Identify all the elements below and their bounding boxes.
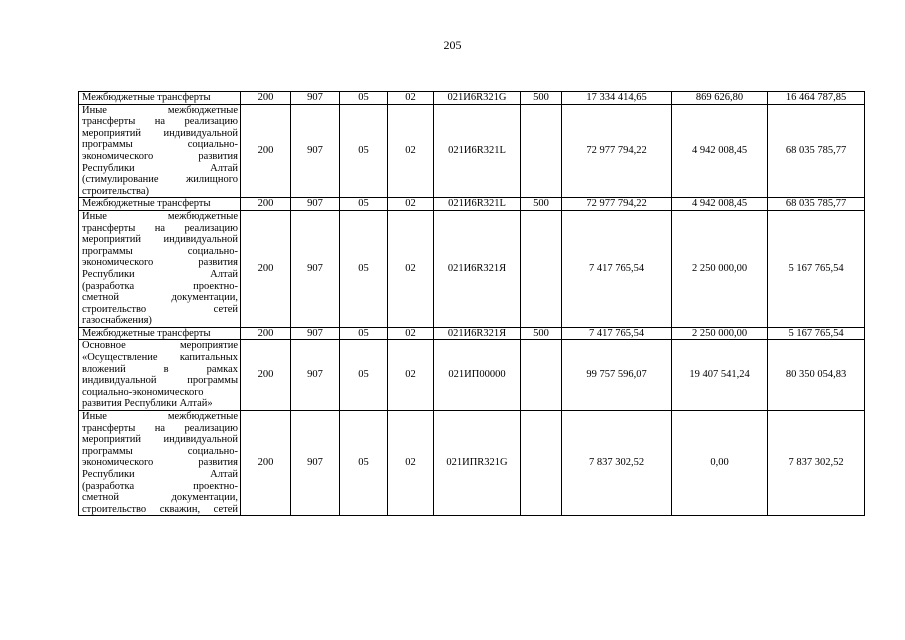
chapter-cell: 05 [340, 198, 388, 211]
amount-federal-cell: 869 626,80 [672, 92, 768, 105]
amount-total-cell: 7 417 765,54 [562, 210, 672, 327]
table-row [79, 210, 865, 327]
row-name-line: Республики Алтай [82, 268, 238, 280]
target-code-cell: 021И6R321L [434, 198, 521, 211]
expense-kind-cell [521, 340, 562, 411]
chapter-cell: 05 [340, 340, 388, 411]
row-name-line: мероприятий индивидуальной [82, 127, 238, 139]
row-name-line: Межбюджетные трансферты [82, 92, 211, 103]
chapter-cell: 05 [340, 104, 388, 198]
row-name-line: программы социально- [82, 445, 238, 457]
row-name-line: строительства) [82, 185, 149, 197]
row-name-line: строительство сетей [82, 303, 238, 315]
row-name-line: Республики Алтай [82, 162, 238, 174]
amount-total-cell: 72 977 794,22 [562, 198, 672, 211]
row-name-line: программы социально- [82, 139, 238, 151]
ministry-cell: 907 [291, 327, 340, 340]
subchapter-cell: 02 [388, 340, 434, 411]
table-row [79, 411, 865, 516]
section-cell: 200 [241, 210, 291, 327]
row-name-line: «Осуществление капитальных [82, 352, 238, 364]
target-code-cell: 021И6R321Я [434, 327, 521, 340]
subchapter-cell: 02 [388, 327, 434, 340]
amount-regional-cell: 5 167 765,54 [768, 327, 865, 340]
table-row [79, 327, 865, 340]
amount-total-cell: 99 757 596,07 [562, 340, 672, 411]
subchapter-cell: 02 [388, 92, 434, 105]
row-name-cell [79, 92, 241, 105]
amount-total-cell: 7 417 765,54 [562, 327, 672, 340]
target-code-cell: 021ИП00000 [434, 340, 521, 411]
row-name-line: индивидуальной программы [82, 375, 238, 387]
ministry-cell: 907 [291, 210, 340, 327]
table-row [79, 104, 865, 198]
chapter-cell: 05 [340, 210, 388, 327]
amount-federal-cell: 4 942 008,45 [672, 104, 768, 198]
budget-table [78, 91, 865, 516]
table-row [79, 340, 865, 411]
ministry-cell: 907 [291, 198, 340, 211]
amount-federal-cell: 2 250 000,00 [672, 210, 768, 327]
amount-regional-cell: 16 464 787,85 [768, 92, 865, 105]
subchapter-cell: 02 [388, 411, 434, 516]
row-name-cell [79, 327, 241, 340]
row-name-line: Иные межбюджетные [82, 104, 238, 116]
section-cell: 200 [241, 104, 291, 198]
row-name-line: газоснабжения) [82, 315, 152, 327]
ministry-cell: 907 [291, 92, 340, 105]
row-name-cell [79, 340, 241, 411]
row-name-line: трансферты на реализацию [82, 222, 238, 234]
row-name-line: сметной документации, [82, 492, 238, 504]
amount-federal-cell: 0,00 [672, 411, 768, 516]
row-name-line: Иные межбюджетные [82, 411, 238, 423]
amount-total-cell: 7 837 302,52 [562, 411, 672, 516]
row-name-line: (стимулирование жилищного [82, 174, 238, 186]
expense-kind-cell: 500 [521, 327, 562, 340]
expense-kind-cell [521, 210, 562, 327]
row-name-line: Республики Алтай [82, 469, 238, 480]
expense-kind-cell: 500 [521, 198, 562, 211]
row-name-line: сметной документации, [82, 292, 238, 304]
target-code-cell: 021ИПR321G [434, 411, 521, 516]
section-cell: 200 [241, 340, 291, 411]
row-name-line: Основное мероприятие [82, 340, 238, 352]
row-name-line: Межбюджетные трансферты [82, 198, 211, 210]
row-name-line: строительство скважин, сетей [82, 503, 238, 515]
row-name-cell [79, 210, 241, 327]
section-cell: 200 [241, 92, 291, 105]
chapter-cell: 05 [340, 327, 388, 340]
row-name-line: мероприятий индивидуальной [82, 434, 238, 446]
row-name-line: социально-экономического [82, 386, 204, 398]
table-row [79, 92, 865, 105]
table-row [79, 198, 865, 211]
section-cell: 200 [241, 327, 291, 340]
amount-regional-cell: 68 035 785,77 [768, 104, 865, 198]
row-name-line: Межбюджетные трансферты [82, 327, 211, 339]
chapter-cell: 05 [340, 411, 388, 516]
row-name-line: (разработка проектно- [82, 480, 238, 492]
subchapter-cell: 02 [388, 198, 434, 211]
row-name-line: Иные межбюджетные [82, 210, 238, 222]
table-body [79, 92, 865, 516]
amount-regional-cell: 7 837 302,52 [768, 411, 865, 516]
subchapter-cell: 02 [388, 210, 434, 327]
expense-kind-cell [521, 104, 562, 198]
row-name-line: экономического развития [82, 457, 238, 469]
amount-total-cell: 17 334 414,65 [562, 92, 672, 105]
target-code-cell: 021И6R321Я [434, 210, 521, 327]
subchapter-cell: 02 [388, 104, 434, 198]
row-name-line: экономического развития [82, 257, 238, 269]
amount-total-cell: 72 977 794,22 [562, 104, 672, 198]
ministry-cell: 907 [291, 340, 340, 411]
row-name-line: трансферты на реализацию [82, 116, 238, 128]
ministry-cell: 907 [291, 411, 340, 516]
amount-federal-cell: 19 407 541,24 [672, 340, 768, 411]
row-name-cell [79, 198, 241, 211]
page-number: 205 [443, 38, 462, 52]
expense-kind-cell [521, 411, 562, 516]
section-cell: 200 [241, 411, 291, 516]
chapter-cell: 05 [340, 92, 388, 105]
target-code-cell: 021И6R321L [434, 104, 521, 198]
section-cell: 200 [241, 198, 291, 211]
row-name-line: вложений в рамках [82, 363, 238, 375]
ministry-cell: 907 [291, 104, 340, 198]
row-name-line: трансферты на реализацию [82, 422, 238, 434]
amount-regional-cell: 5 167 765,54 [768, 210, 865, 327]
expense-kind-cell: 500 [521, 92, 562, 105]
row-name-cell [79, 411, 241, 516]
amount-regional-cell: 80 350 054,83 [768, 340, 865, 411]
row-name-line: мероприятий индивидуальной [82, 234, 238, 246]
amount-federal-cell: 4 942 008,45 [672, 198, 768, 211]
row-name-line: (разработка проектно- [82, 280, 238, 292]
row-name-cell [79, 104, 241, 198]
target-code-cell: 021И6R321G [434, 92, 521, 105]
amount-federal-cell: 2 250 000,00 [672, 327, 768, 340]
amount-regional-cell: 68 035 785,77 [768, 198, 865, 211]
row-name-line: программы социально- [82, 245, 238, 257]
row-name-line: развития Республики Алтай» [82, 398, 213, 410]
row-name-line: экономического развития [82, 150, 238, 162]
